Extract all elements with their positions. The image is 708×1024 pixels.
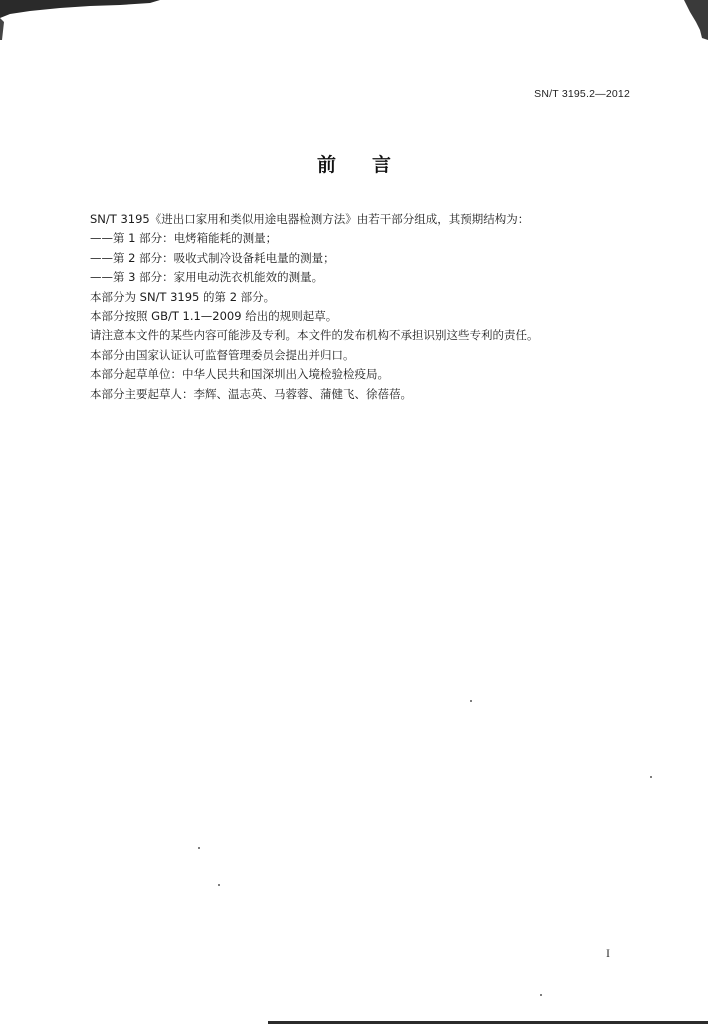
paragraph: 请注意本文件的某些内容可能涉及专利。本文件的发布机构不承担识别这些专利的责任。 xyxy=(90,328,539,343)
paragraph: ——第 3 部分：家用电动洗衣机能效的测量。 xyxy=(90,270,324,285)
scan-speck xyxy=(540,994,542,996)
page-number: I xyxy=(606,946,610,960)
paragraph: 本部分起草单位：中华人民共和国深圳出入境检验检疫局。 xyxy=(90,367,389,382)
scan-edge-top xyxy=(0,0,708,40)
paragraph: 本部分主要起草人：李辉、温志英、马蓉蓉、蒲健飞、徐蓓蓓。 xyxy=(90,386,412,401)
paragraph: 本部分按照 GB/T 1.1—2009 给出的规则起草。 xyxy=(90,309,338,324)
scan-speck xyxy=(218,884,220,886)
standard-code: SN/T 3195.2—2012 xyxy=(534,88,630,100)
title-char-2: 言 xyxy=(372,154,392,176)
title-char-1: 前 xyxy=(316,154,336,176)
scan-speck xyxy=(650,776,652,778)
paragraph: ——第 1 部分：电烤箱能耗的测量； xyxy=(90,231,278,246)
scan-speck xyxy=(470,700,472,702)
paragraph: 本部分为 SN/T 3195 的第 2 部分。 xyxy=(90,289,276,304)
paragraph: ——第 2 部分：吸收式制冷设备耗电量的测量； xyxy=(90,250,335,265)
page-title xyxy=(0,150,708,177)
scan-speck xyxy=(198,847,200,849)
scan-edge-bottom xyxy=(268,1016,708,1024)
foreword-body xyxy=(90,210,630,404)
paragraph: 本部分由国家认证认可监督管理委员会提出并归口。 xyxy=(90,347,355,362)
paragraph: SN/T 3195《进出口家用和类似用途电器检测方法》由若干部分组成，其预期结构为： xyxy=(90,212,530,226)
